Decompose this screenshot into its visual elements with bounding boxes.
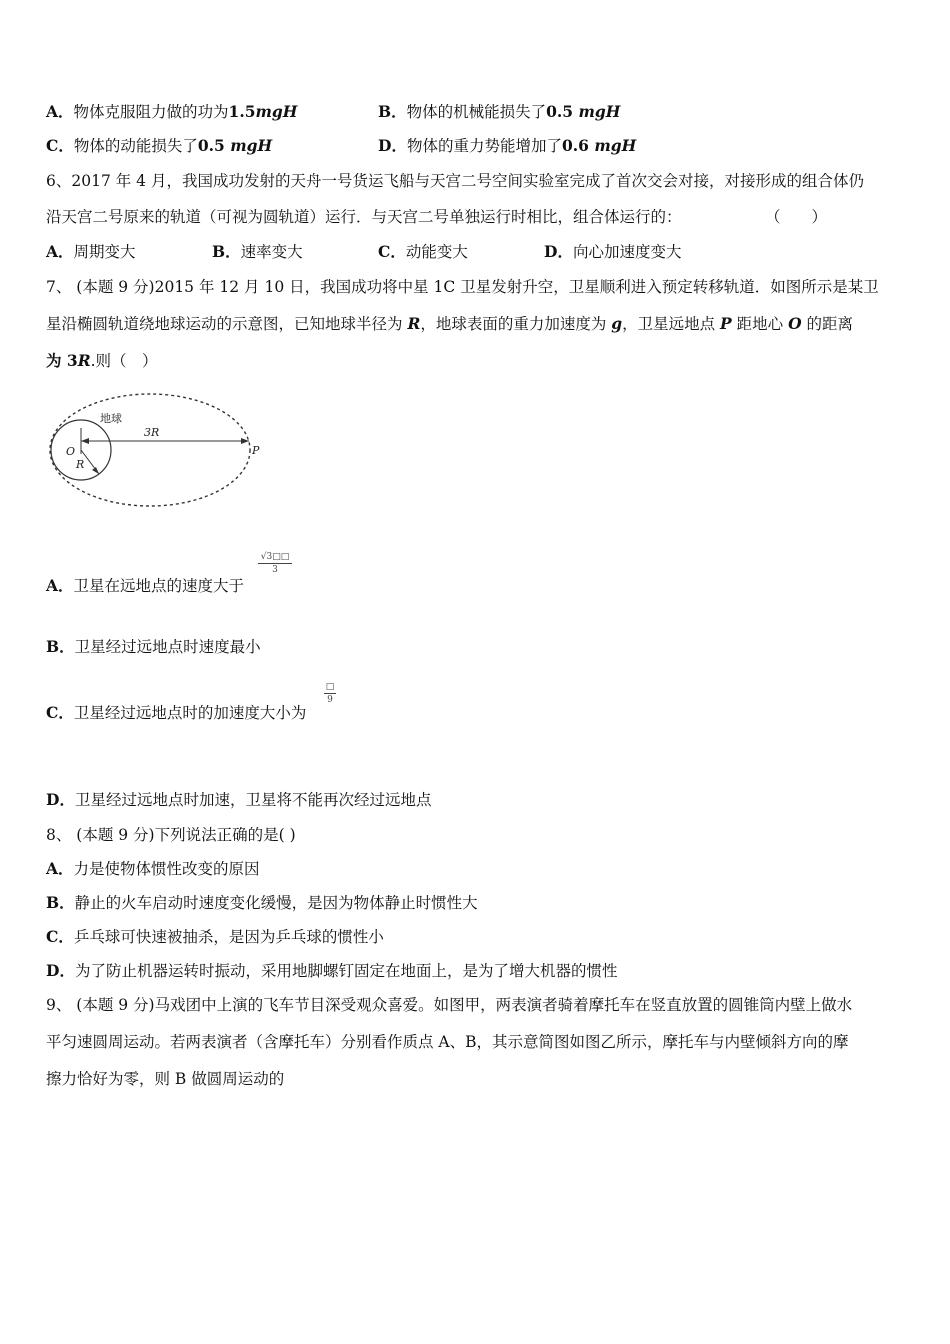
q7-option-b: B．卫星经过远地点时速度最小 [46, 637, 261, 656]
q6-option-a: A．周期变大 [46, 242, 136, 261]
q6-stem-line1: 6、2017 年 4 月，我国成功发射的天舟一号货运飞船与天宫二号空间实验室完成了首次交会对接，对接形成的组合体仍 [46, 172, 864, 190]
q7-option-d: D．卫星经过远地点时加速，卫星将不能再次经过远地点 [46, 790, 432, 809]
q7-stem-line1: 7、 (本题 9 分)2015 年 12 月 10 日，我国成功将中星 1C 卫星发射升空，卫星顺利进入预定转移轨道．如图所示是某卫 [46, 278, 879, 296]
q9-stem-line1: 9、 (本题 9 分)马戏团中上演的飞车节目深受观众喜爱。如图甲，两表演者骑着摩托车在竖直放置的圆锥筒内壁上做水 [46, 996, 853, 1014]
q7-stem-line2: 星沿椭圆轨道绕地球运动的示意图，已知地球半径为 R，地球表面的重力加速度为 g，卫星远地点 P 距地心 O 的距离 [46, 314, 854, 333]
q5-option-a: A．物体克服阻力做的功为1.5mgH [46, 102, 298, 121]
q5-option-d: D．物体的重力势能增加了0.6 mgH [378, 136, 637, 155]
radius-label: R [76, 458, 85, 471]
q9-stem-line3: 擦力恰好为零，则 B 做圆周运动的 [46, 1070, 285, 1088]
orbit-ellipse [50, 394, 250, 506]
radius-arrow [92, 467, 99, 474]
q5-option-b: B．物体的机械能损失了0.5 mgH [378, 102, 621, 121]
q5-option-c: C．物体的动能损失了0.5 mgH [46, 136, 273, 155]
point-label: P [252, 444, 260, 457]
q8-option-c: C．乒乓球可快速被抽杀，是因为乒乓球的惯性小 [46, 927, 384, 946]
q7-stem-line3: 为 3R.则（ ） [46, 351, 158, 370]
distance-arrow-left [81, 438, 89, 444]
q6-option-c: C．动能变大 [378, 242, 468, 261]
q8-option-b: B．静止的火车启动时速度变化缓慢，是因为物体静止时惯性大 [46, 893, 478, 912]
q7-option-a-fraction: $\frac{√3□□}{3}$ [258, 552, 292, 575]
q6-answer-paren: （ ） [765, 208, 828, 226]
q6-stem-line2: 沿天宫二号原来的轨道（可视为圆轨道）运行．与天宫二号单独运行时相比，组合体运行的： [46, 208, 682, 226]
q7-option-a: A．卫星在远地点的速度大于 [46, 576, 245, 595]
distance-label: 3R [144, 426, 160, 439]
center-label: O [66, 445, 76, 458]
q6-option-b: B．速率变大 [212, 242, 303, 261]
q6-option-d: D．向心加速度变大 [544, 242, 682, 261]
orbit-diagram [44, 388, 270, 514]
q7-option-c-fraction: □ 9 [325, 682, 335, 705]
q8-option-a: A．力是使物体惯性改变的原因 [46, 859, 260, 878]
q8-option-d: D．为了防止机器运转时振动，采用地脚螺钉固定在地面上，是为了增大机器的惯性 [46, 961, 618, 980]
q7-option-c: C．卫星经过远地点时的加速度大小为 [46, 703, 307, 722]
q9-stem-line2: 平匀速圆周运动。若两表演者（含摩托车）分别看作质点 A、B，其示意简图如图乙所示，摩托车与内壁倾斜方向的摩 [46, 1033, 849, 1051]
earth-label: 地球 [100, 412, 122, 425]
q8-stem: 8、 (本题 9 分)下列说法正确的是( ) [46, 826, 296, 844]
